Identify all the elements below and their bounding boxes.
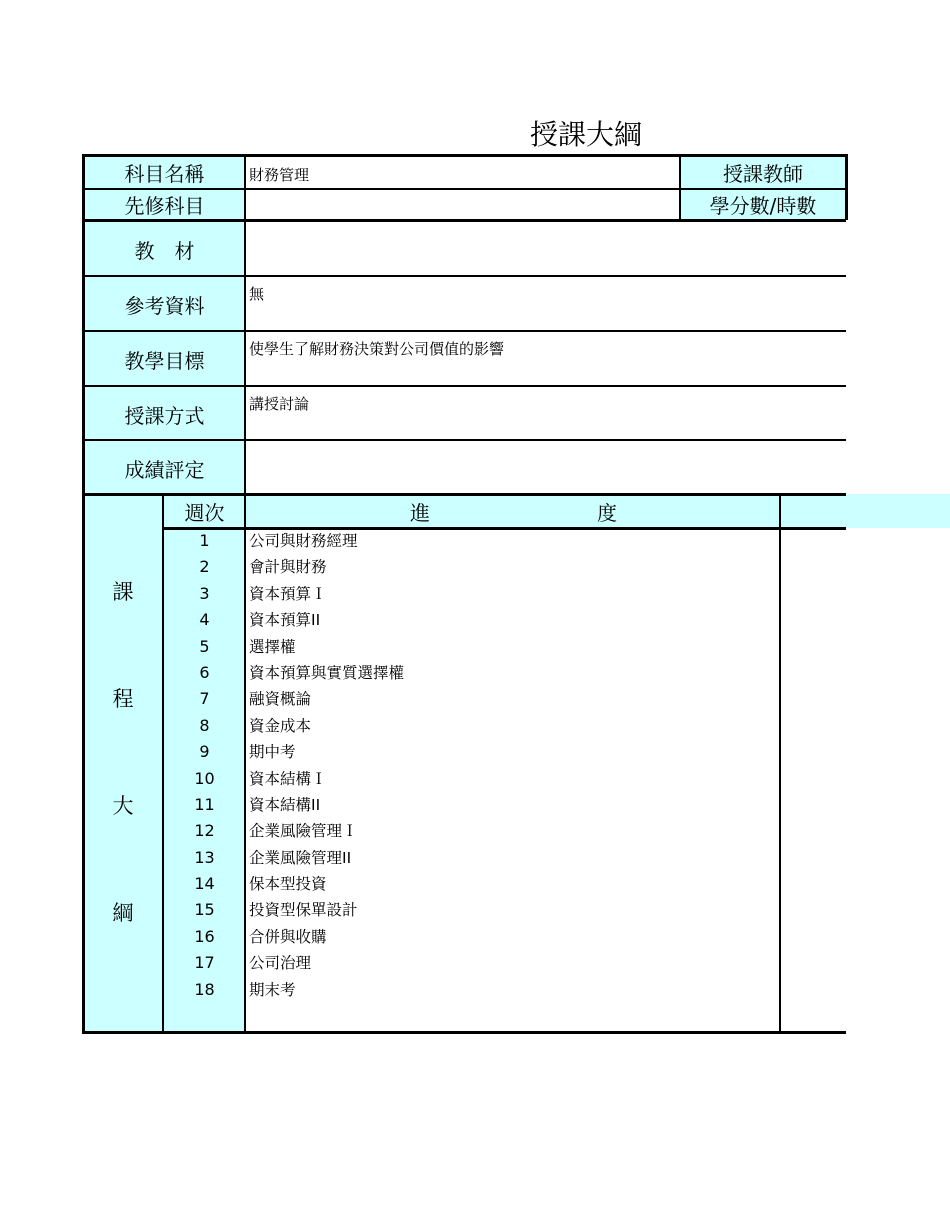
week-number: 10	[194, 768, 215, 788]
page-title: 授課大綱	[530, 118, 643, 151]
table-border-bottom	[82, 1031, 846, 1034]
week-number: 5	[199, 636, 210, 656]
progress-topic[interactable]: 會計與財務	[249, 558, 327, 577]
week-number: 9	[199, 742, 210, 762]
grading-label: 成績評定	[124, 457, 205, 482]
row-divider	[82, 188, 846, 190]
textbook-label: 教 材	[134, 239, 195, 263]
column-divider	[162, 494, 164, 1034]
objective-label: 教學目標	[124, 349, 205, 373]
side-label-char: 綱	[112, 901, 134, 925]
progress-topic[interactable]: 合併與收購	[249, 927, 327, 946]
extra-header-bg	[780, 494, 950, 528]
week-number: 13	[194, 847, 215, 867]
progress-topic[interactable]: 資金成本	[249, 716, 312, 735]
progress-column	[245, 528, 779, 1003]
credits-label: 學分數/時數	[709, 194, 817, 218]
week-number: 1	[199, 531, 210, 550]
progress-topic[interactable]: 公司治理	[249, 954, 312, 973]
prereq-label: 先修科目	[124, 194, 205, 218]
method-value[interactable]: 講授討論	[249, 395, 310, 413]
week-header: 週次	[184, 501, 225, 525]
progress-topic[interactable]: 資本預算II	[249, 611, 321, 630]
progress-topic[interactable]: 融資概論	[249, 690, 312, 709]
reference-label: 參考資料	[124, 294, 205, 318]
side-label-char: 程	[112, 687, 134, 711]
row-divider	[82, 493, 846, 496]
progress-topic[interactable]: 保本型投資	[249, 875, 327, 894]
progress-topic[interactable]: 選擇權	[249, 637, 296, 656]
prereq-value[interactable]	[245, 193, 675, 219]
progress-topic[interactable]: 企業風險管理II	[249, 848, 352, 867]
side-label-char: 大	[112, 794, 134, 818]
progress-header-second: 度	[597, 501, 617, 525]
progress-topic[interactable]: 投資型保單設計	[249, 901, 358, 920]
row-divider	[82, 385, 846, 387]
progress-topic[interactable]: 公司與財務經理	[249, 532, 358, 550]
row-divider	[82, 439, 846, 441]
week-number: 6	[199, 662, 210, 682]
week-number: 16	[194, 926, 215, 946]
row-divider	[82, 275, 846, 277]
column-divider	[779, 494, 781, 1034]
table-border-right	[845, 154, 848, 220]
textbook-value[interactable]	[245, 226, 845, 274]
progress-topic[interactable]: 企業風險管理Ｉ	[249, 822, 358, 841]
progress-header-bg	[245, 494, 780, 528]
instructor-label: 授課教師	[723, 162, 803, 186]
progress-topic[interactable]: 資本結構Ｉ	[249, 769, 327, 788]
week-number: 14	[194, 874, 215, 894]
grading-value[interactable]	[245, 446, 845, 491]
week-number: 3	[199, 583, 210, 603]
week-column	[164, 528, 245, 1003]
week-number: 11	[194, 794, 215, 814]
objective-value[interactable]: 使學生了解財務決策對公司價值的影響	[249, 340, 505, 358]
course-name-value[interactable]: 財務管理	[249, 166, 310, 184]
progress-topic[interactable]: 期中考	[249, 743, 296, 762]
column-divider	[244, 154, 246, 1034]
week-number: 17	[194, 953, 215, 973]
column-divider	[679, 154, 681, 220]
progress-topic[interactable]: 資本預算與實質選擇權	[249, 663, 405, 682]
method-label: 授課方式	[124, 404, 205, 428]
row-divider	[82, 330, 846, 332]
schedule-header-divider	[163, 527, 846, 530]
progress-topic[interactable]: 資本預算Ｉ	[249, 584, 327, 603]
row-divider	[82, 219, 846, 222]
week-number: 7	[199, 689, 210, 709]
table-border-top	[82, 154, 846, 157]
week-number: 2	[199, 557, 210, 577]
week-number: 15	[194, 900, 215, 920]
reference-value[interactable]: 無	[249, 285, 265, 303]
week-number: 8	[199, 715, 210, 735]
side-label-char: 課	[112, 580, 134, 604]
progress-topic[interactable]: 資本結構II	[249, 795, 321, 814]
week-number: 12	[194, 821, 215, 841]
week-number: 4	[199, 610, 210, 630]
table-border-left	[82, 154, 85, 1034]
progress-header-first: 進	[410, 501, 430, 525]
course-name-label: 科目名稱	[124, 162, 205, 186]
progress-topic[interactable]: 期末考	[249, 980, 296, 999]
week-number: 18	[194, 979, 215, 999]
